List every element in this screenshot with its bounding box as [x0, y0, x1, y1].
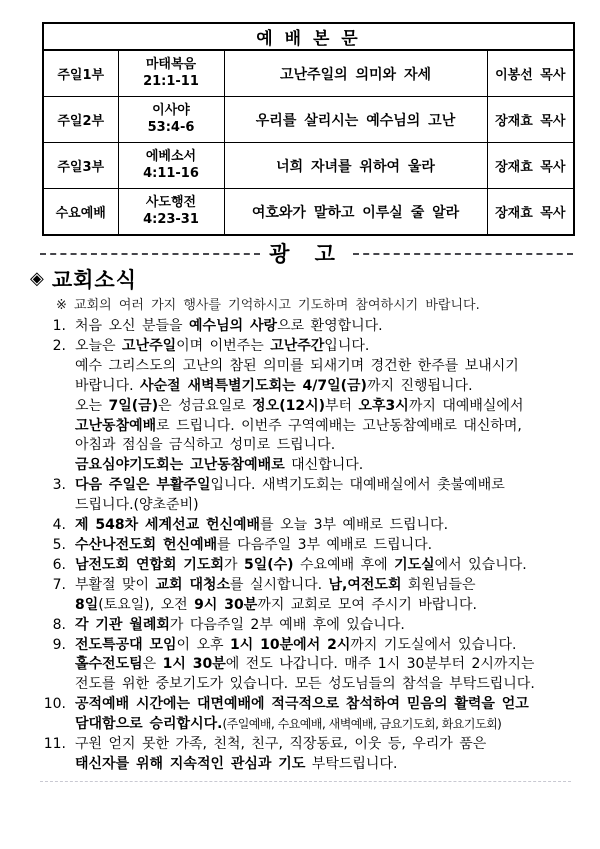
table-row [43, 143, 574, 189]
announcement-text [75, 735, 582, 775]
announcement-number: 8. [52, 616, 66, 633]
announcement-text [75, 695, 582, 735]
announcement-text [75, 317, 582, 337]
scripture-cell: 에베소서 4:11-16 [118, 143, 224, 189]
announcement-line: 태신자를 위해 지속적인 관심과 기도 부탁드립니다. [75, 755, 398, 772]
announcement-number: 9. [52, 636, 66, 653]
announcement-text [75, 576, 582, 616]
church-news-note: ※ 교회의 여러 가지 행사를 기억하시고 기도하며 참여하시기 바랍니다. [56, 298, 480, 313]
announcement-line: 다음 주일은 부활주일입니다. 새벽기도회는 대예배실에서 촛불예배로 [75, 477, 505, 494]
table-row [43, 50, 574, 97]
worship-scripture-table [42, 22, 575, 236]
sermon-cell: 너희 자녀를 위하여 울라 [224, 143, 487, 189]
table-row [43, 189, 574, 236]
announcement-line: 바랍니다. 사순절 새벽특별기도회는 4/7일(금)까지 진행됩니다. [75, 377, 473, 394]
announcement-number: 2. [52, 337, 66, 354]
announcement-line: 아침과 점심을 금식하고 성미로 드립니다. [75, 437, 336, 454]
announcement-item [42, 536, 582, 556]
announcement-line: 구원 얻지 못한 가족, 친척, 친구, 직장동료, 이웃 등, 우리가 품은 [75, 736, 487, 753]
table-title: 예 배 본 문 [43, 23, 574, 50]
announcement-line: 남전도회 연합회 기도회가 5일(수) 수요예배 후에 기도실에서 있습니다. [75, 556, 527, 573]
announcement-number: 5. [52, 536, 66, 553]
announcements-title: 광 고 [269, 241, 344, 266]
church-news-header [30, 264, 137, 294]
announcement-line: 홀수전도팀은 1시 30분에 전도 나갑니다. 매주 1시 30분부터 2시까지는 [75, 656, 535, 673]
table-row [43, 97, 574, 143]
sermon-cell: 여호와가 말하고 이루실 줄 알라 [224, 189, 487, 236]
announcement-line: 제 548차 세계선교 헌신예배를 오늘 3부 예배로 드립니다. [75, 517, 449, 534]
announcement-line: 전도특공대 모임이 오후 1시 10분에서 2시까지 기도실에서 있습니다. [75, 636, 517, 653]
preacher-cell: 장재효 목사 [487, 143, 574, 189]
divider-dash-right [353, 253, 573, 255]
sermon-cell: 고난주일의 의미와 자세 [224, 50, 487, 97]
service-cell: 주일3부 [43, 143, 118, 189]
divider-dash-left [40, 253, 260, 255]
sermon-cell: 우리를 살리시는 예수님의 고난 [224, 97, 487, 143]
announcement-line: 8일(토요일), 오전 9시 30분까지 교회로 모여 주시기 바랍니다. [75, 596, 477, 613]
announcement-item [42, 735, 582, 775]
announcement-item [42, 317, 582, 337]
service-cell: 주일1부 [43, 50, 118, 97]
announcement-number: 1. [52, 318, 66, 334]
announcement-item [42, 636, 582, 696]
church-news-title: 교회소식 [51, 268, 137, 292]
announcement-text [75, 476, 582, 516]
announcement-text [75, 516, 582, 536]
announcement-text [75, 337, 582, 476]
diamond-icon: ◈ [30, 268, 45, 289]
announcement-line: 금요심야기도회는 고난동참예배로 대신합니다. [75, 457, 364, 474]
service-cell: 수요예배 [43, 189, 118, 236]
announcement-item [42, 556, 582, 576]
service-cell: 주일2부 [43, 97, 118, 143]
announcement-line: 수산나전도회 헌신예배를 다음주일 3부 예배로 드립니다. [75, 536, 433, 553]
announcement-line: 담대함으로 승리합시다.(주일예배, 수요예배, 새벽예배, 금요기도회, 화요기도회) [75, 716, 502, 733]
announcement-line: 공적예배 시간에는 대면예배에 적극적으로 참석하여 믿음의 활력을 얻고 [75, 696, 529, 713]
announcement-line: 오는 7일(금)은 성금요일로 정오(12시)부터 오후3시까지 대예배실에서 [75, 397, 524, 414]
preacher-cell: 장재효 목사 [487, 189, 574, 236]
announcement-line: 각 기관 월례회가 다음주일 2부 예배 후에 있습니다. [75, 616, 405, 633]
announcement-item [42, 576, 582, 616]
announcement-number: 11. [43, 736, 66, 753]
announcement-number: 3. [52, 477, 66, 494]
announcement-text [75, 556, 582, 576]
announcement-line: 예수 그리스도의 고난의 참된 의미를 되새기며 경건한 한주를 보내시기 [75, 357, 519, 374]
preacher-cell: 이봉선 목사 [487, 50, 574, 97]
announcement-item [42, 616, 582, 636]
preacher-cell: 장재효 목사 [487, 97, 574, 143]
scripture-cell: 이사야 53:4-6 [118, 97, 224, 143]
announcement-text [75, 536, 582, 556]
scripture-cell: 사도행전 4:23-31 [118, 189, 224, 236]
announcement-text [75, 616, 582, 636]
bottom-dashed-line [40, 781, 571, 782]
announcement-number: 10. [43, 696, 66, 713]
announcement-number: 6. [52, 556, 66, 573]
announcement-item [42, 695, 582, 735]
announcement-line: 전도를 위한 중보기도가 있습니다. 모든 성도님들의 참석을 부탁드립니다. [75, 676, 535, 693]
announcement-line: 드립니다.(양초준비) [75, 497, 199, 514]
announcement-line: 부활절 맞이 교회 대청소를 실시합니다. 남,여전도회 회원님들은 [75, 576, 476, 593]
announcement-item [42, 516, 582, 536]
announcement-text [75, 636, 582, 696]
announcement-number: 4. [52, 517, 66, 534]
announcement-line: 처음 오신 분들을 예수님의 사랑으로 환영합니다. [75, 318, 383, 334]
announcements-list [42, 317, 582, 775]
announcement-item [42, 476, 582, 516]
announcement-line: 고난동참예배로 드립니다. 이번주 구역예배는 고난동참예배로 대신하며, [75, 417, 522, 434]
table-title-row [43, 23, 574, 50]
scripture-cell: 마태복음 21:1-11 [118, 50, 224, 97]
announcement-number: 7. [52, 576, 66, 593]
announcement-item [42, 337, 582, 476]
announcement-line: 오늘은 고난주일이며 이번주는 고난주간입니다. [75, 337, 370, 354]
